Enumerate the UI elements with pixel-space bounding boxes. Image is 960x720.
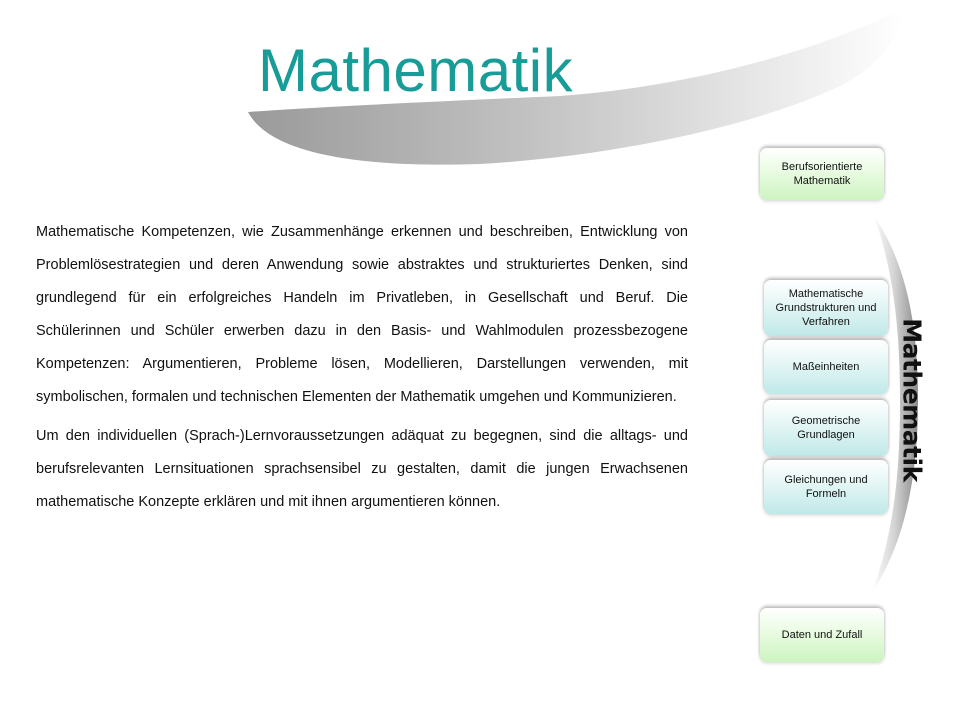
- sidebar-vertical-title: Mathematik: [897, 318, 927, 482]
- nav-masseinheiten[interactable]: [764, 340, 888, 394]
- nav-label: Berufsorientierte Mathematik: [781, 161, 863, 187]
- nav-label: Geometrische Grundlagen: [791, 415, 861, 441]
- intro-text: [36, 216, 688, 519]
- nav-grundstrukturen-verfahren[interactable]: [764, 280, 888, 336]
- nav-label: Gleichungen und Formeln: [784, 474, 868, 500]
- nav-label: Daten und Zufall: [781, 629, 863, 641]
- paragraph: Mathematische Kompetenzen, wie Zusammenhänge erkennen und beschreiben, Entwicklung von Problemlösestrategien und deren Anwendung sowie abstraktes und strukturiertes Denken, sind grundlegend für ein erfolgreiches Handeln im Privatleben, in Gesellschaft und Beruf. Die Schülerinnen und Schüler erwerben dazu in den Basis- und Wahlmodulen prozessbezogene Kompetenzen: Argumentieren, Probleme lösen, Modellieren, Darstellungen verwenden, mit symbolischen, formalen und technischen Elementen der Mathematik umgehen und Kommunizieren.: [36, 224, 688, 405]
- nav-geometrische-grundlagen[interactable]: [764, 400, 888, 456]
- nav-berufsorientierte-mathematik[interactable]: [760, 148, 884, 200]
- nav-label: Mathematische Grundstrukturen und Verfahren: [775, 288, 877, 328]
- nav-label: Maßeinheiten: [792, 361, 860, 373]
- page-title: Mathematik: [258, 37, 574, 104]
- nav-daten-zufall[interactable]: [760, 608, 884, 662]
- paragraph: Um den individuellen (Sprach-)Lernvoraussetzungen adäquat zu begegnen, sind die alltags- und berufsrelevanten Lernsituationen sprachsensibel zu gestalten, damit die jungen Erwachsenen mathematische Konzepte erklären und mit ihnen argumentieren können.: [36, 428, 688, 510]
- nav-gleichungen-formeln[interactable]: [764, 460, 888, 514]
